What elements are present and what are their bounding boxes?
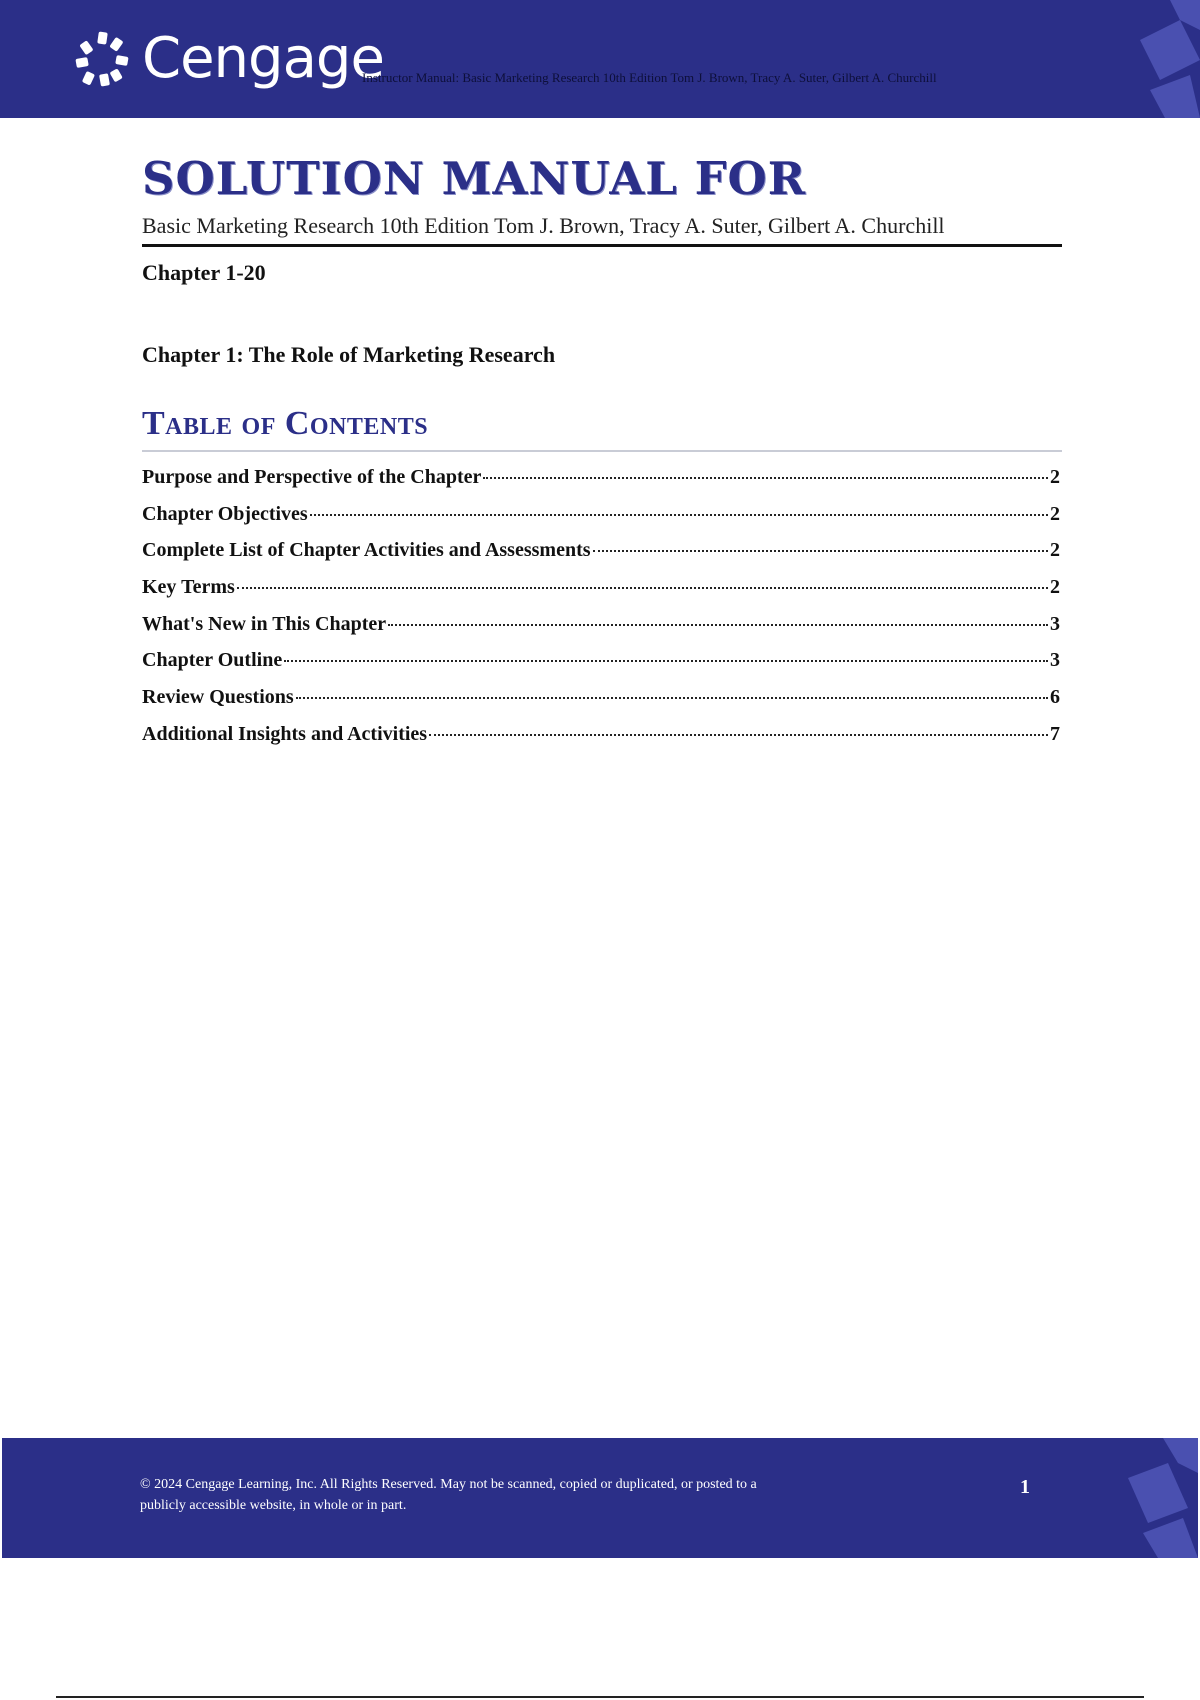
bottom-divider [56,1696,1144,1698]
toc-entry-label: Review Questions [142,686,294,709]
brand-wordmark: Cengage [142,26,384,91]
toc-entry-page: 2 [1050,466,1060,488]
toc-entry[interactable] [142,539,1060,576]
toc-entry-page: 2 [1050,576,1060,599]
chapter-range: Chapter 1-20 [142,260,266,285]
toc-leader-dots [483,477,1048,479]
toc-entry[interactable] [142,466,1060,503]
cengage-mark-icon [74,30,132,88]
copyright-line-2: publicly accessible website, in whole or in part. [140,1498,407,1513]
copyright-line-1: © 2024 Cengage Learning, Inc. All Rights Reserved. May not be scanned, copied or duplicated, or posted to a [140,1477,757,1492]
title-divider [142,244,1062,247]
toc-entry-label: Complete List of Chapter Activities and Assessments [142,539,591,562]
toc-entry[interactable] [142,503,1060,540]
table-of-contents [142,466,1060,760]
toc-entry-label: Additional Insights and Activities [142,722,428,745]
toc-entry[interactable] [142,723,1060,760]
toc-entry-page: 2 [1050,539,1060,562]
toc-entry[interactable] [142,613,1060,650]
toc-entry[interactable] [142,686,1060,723]
toc-entry-label: What's New in This Chapter [142,612,387,635]
chapter-heading: Chapter 1: The Role of Marketing Research [142,342,556,367]
toc-entry-page: 3 [1050,649,1060,672]
toc-leader-dots [388,624,1048,626]
toc-entry-label: Chapter Objectives [142,502,308,525]
toc-leader-dots [284,660,1048,662]
copyright-notice [140,1474,860,1516]
document-subtitle: Basic Marketing Research 10th Edition Tom J. Brown, Tracy A. Suter, Gilbert A. Churchill [142,213,945,238]
running-head: Instructor Manual: Basic Marketing Research 10th Edition Tom J. Brown, Tracy A. Suter, Gilbert A. Churchill [362,70,937,85]
toc-heading: Table of Contents [142,405,429,442]
document-title: SOLUTION MANUAL FOR [142,152,807,205]
header-band [0,0,1200,118]
toc-leader-dots [593,550,1048,552]
toc-entry-page: 7 [1050,722,1060,745]
footer-band [2,1438,1198,1558]
toc-entry-page: 3 [1050,612,1060,635]
toc-divider [142,450,1062,452]
page-number: 1 [1020,1476,1030,1498]
toc-entry-label: Chapter Outline [142,649,283,672]
toc-leader-dots [429,734,1048,736]
toc-entry-label: Purpose and Perspective of the Chapter [142,466,482,488]
toc-entry[interactable] [142,576,1060,613]
toc-leader-dots [237,587,1048,589]
toc-leader-dots [296,697,1048,699]
toc-entry-page: 6 [1050,686,1060,709]
corner-decoration-icon [1110,0,1200,118]
toc-entry[interactable] [142,649,1060,686]
toc-entry-label: Key Terms [142,576,235,599]
footer-decoration-icon [1108,1438,1198,1558]
toc-entry-page: 2 [1050,502,1060,525]
cengage-logo [74,26,384,91]
toc-leader-dots [310,514,1048,516]
